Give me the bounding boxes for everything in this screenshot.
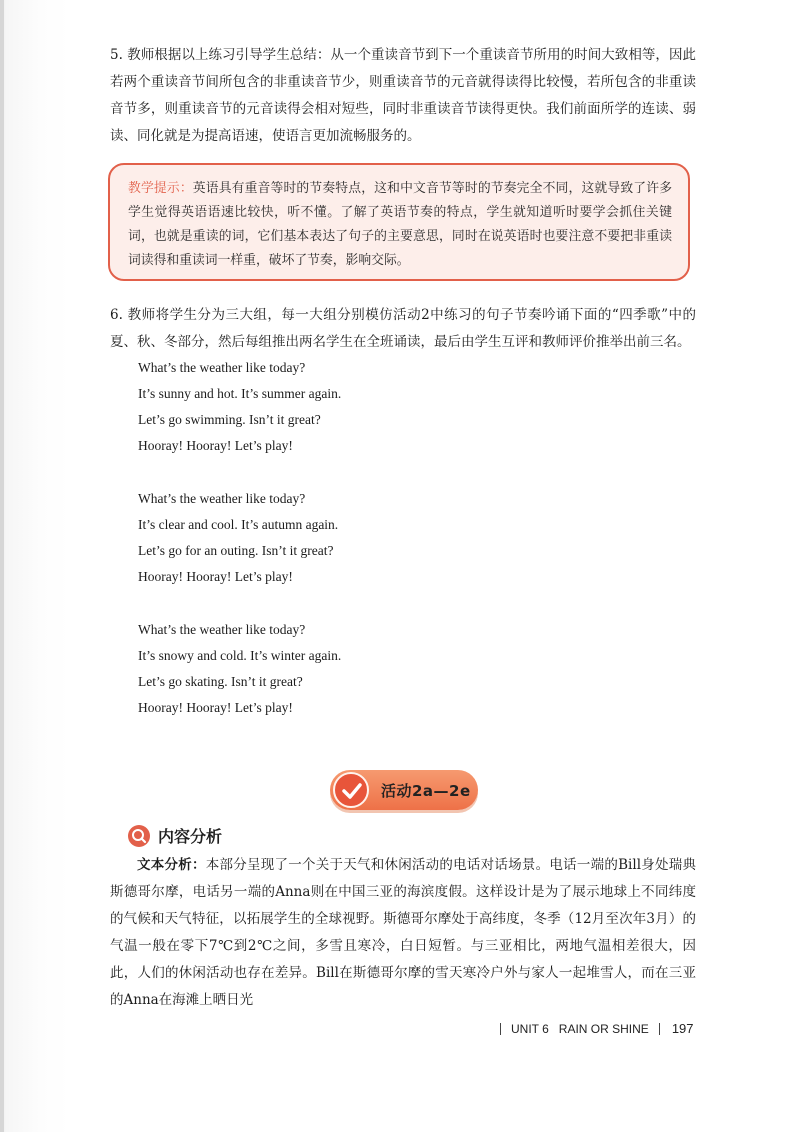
activity-badge [330, 770, 478, 810]
teaching-tip-label: 教学提示： [128, 181, 193, 196]
activity-badge-label: 活动2a—2e [381, 781, 471, 800]
check-icon [333, 772, 369, 808]
verse-line: Let’s go for an outing. Isn’t it great? [138, 543, 334, 558]
verse-line: It’s clear and cool. It’s autumn again. [138, 517, 339, 532]
verse-line: What’s the weather like today? [138, 491, 306, 506]
verse-line: Let’s go swimming. Isn’t it great? [138, 412, 321, 427]
verse-line: Hooray! Hooray! Let’s play! [138, 438, 293, 453]
verse-winter [138, 617, 341, 721]
analysis-paragraph [110, 852, 696, 1014]
verse-autumn [138, 486, 338, 590]
verse-line: It’s sunny and hot. It’s summer again. [138, 386, 342, 401]
section-header [128, 824, 222, 847]
footer-divider [500, 1023, 501, 1035]
analysis-label: 文本分析： [137, 857, 206, 873]
paragraph-step-5: 5. 教师根据以上练习引导学生总结：从一个重读音节到下一个重读音节所用的时间大致相等，因此若两个重读音节间所包含的非重读音节少，则重读音节的元音就得读得比较慢，若所包含的非重读音节多，则重读音节的元音读得会相对短些，同时非重读音节读得更快。我们前面所学的连读、弱读、同化就是为提高语速，使语言更加流畅服务的。 [110, 47, 696, 144]
paragraph-step-6: 6. 教师将学生分为三大组，每一大组分别模仿活动2中练习的句子节奏吟诵下面的“四季歌”中的夏、秋、冬部分，然后每组推出两名学生在全班诵读，最后由学生互评和教师评价推举出前三名。 [110, 307, 696, 350]
footer-divider [659, 1023, 660, 1035]
footer-unit: UNIT 6 [511, 1021, 549, 1036]
page-footer [500, 1021, 700, 1036]
search-icon [128, 825, 150, 847]
verse-line: Let’s go skating. Isn’t it great? [138, 674, 303, 689]
section-title: 内容分析 [158, 827, 223, 846]
book-spine-shadow [0, 0, 4, 1132]
teaching-tip-body: 英语具有重音等时的节奏特点，这和中文音节等时的节奏完全不同，这就导致了许多学生觉得英语语速比较快，听不懂。了解了英语节奏的特点，学生就知道听时要学会抓住关键词，也就是重读的词，它们基本表达了句子的主要意思，同时在说英语时也要注意不要把非重读词读得和重读词一样重，破坏了节奏，影响交际。 [128, 181, 673, 268]
footer-unit-title: RAIN OR SHINE [558, 1021, 649, 1036]
verse-line: What’s the weather like today? [138, 622, 306, 637]
page-number: 197 [671, 1021, 694, 1036]
verse-line: Hooray! Hooray! Let’s play! [138, 569, 293, 584]
verse-line: What’s the weather like today? [138, 360, 306, 375]
analysis-text: 本部分呈现了一个关于天气和休闲活动的电话对话场景。电话一端的Bill身处瑞典斯德哥尔摩，电话另一端的Anna则在中国三亚的海滨度假。这样设计是为了展示地球上不同纬度的气候和天气特征，以拓展学生的全球视野。斯德哥尔摩处于高纬度，冬季（12月至次年3月）的气温一般在零下7℃到2℃之间，多雪且寒冷，白日短暂。与三亚相比，两地气温相差很大，因此，人们的休闲活动也存在差异。Bill在斯德哥尔摩的雪天寒冷户外与家人一起堆雪人，而在三亚的Anna在海滩上晒日光 [110, 857, 696, 1008]
verse-line: It’s snowy and cold. It’s winter again. [138, 648, 342, 663]
teaching-tip-box [108, 163, 690, 281]
verse-line: Hooray! Hooray! Let’s play! [138, 700, 293, 715]
verse-summer [138, 355, 341, 459]
teaching-tip-text [128, 177, 672, 273]
